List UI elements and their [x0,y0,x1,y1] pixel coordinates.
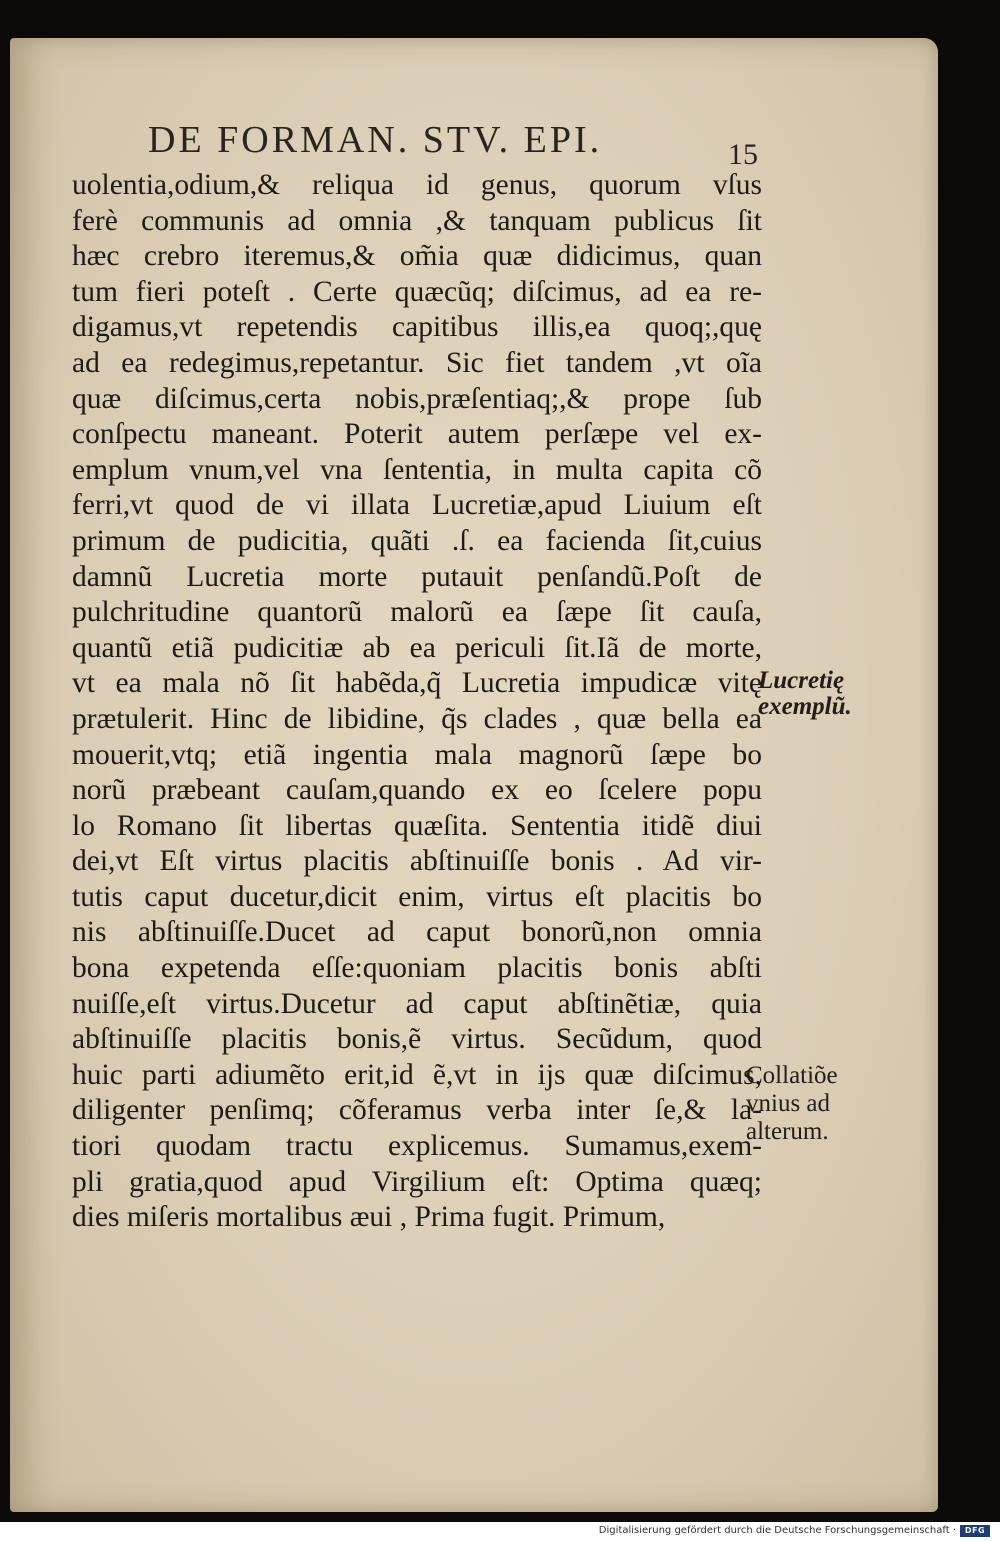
text-line: huic parti adiumẽto erit,id ẽ,vt in ijs quæ diſcimus, [72,1058,762,1091]
text-line: bona expetenda eſſe:quoniam placitis bonis abſti [72,952,762,985]
marginal-note-line: Lucretię [758,667,845,694]
text-line: prætulerit. Hinc de libidine, q̃s clades , quæ bella ea [72,702,762,735]
text-line: quæ diſcimus,certa nobis,præſentiaq;,& prope ſub [72,382,762,415]
text-line: quantũ etiã pudicitiæ ab ea periculi ſit.Iã de morte, [72,631,762,664]
marginal-note-line: exemplũ. [758,693,852,720]
text-line: tum fieri poteſt . Certe quæcũq; diſcimus, ad ea re- [72,275,762,308]
text-line: mouerit,vtq; etiã ingentia mala magnorũ ſæpe bo [72,738,762,771]
text-line: diligenter penſimq; cõferamus verba inter ſe,& la- [72,1094,762,1127]
text-line: tiori quodam tractu explicemus. Sumamus,exem- [72,1130,762,1163]
marginal-note-line: Collatiõe [746,1062,838,1089]
text-line: hæc crebro iteremus,& om̃ia quæ didicimus, quan [72,240,762,273]
marginal-note [746,1062,838,1146]
text-line: nis abſtinuiſſe.Ducet ad caput bonorũ,non omnia [72,916,762,949]
text-line: uolentia,odium,& reliqua id genus, quorum vſus [72,169,762,201]
marginal-note-line: vnius ad [746,1090,831,1117]
text-line: digamus,vt repetendis capitibus illis,ea quoq;,quę [72,311,762,344]
text-line: pli gratia,quod apud Virgilium eſt: Optima quæq; [72,1165,762,1198]
text-line: emplum vnum,vel vna ſententia, in multa capita cõ [72,453,762,486]
text-line: dies miſeris mortalibus æui , Prima fugit. Primum, [72,1201,666,1234]
text-line: vt ea mala nõ ſit habẽda,q̃ Lucretia impudicæ vitę [72,667,762,700]
running-head: DE FORMAN. STV. EPI. [148,119,603,161]
funding-credit: Digitalisierung gefördert durch die Deutsche Forschungsgemeinschaft · [598,1525,956,1536]
marginal-note [758,668,852,720]
dfg-logo: DFG [960,1525,990,1537]
text-line: ad ea redegimus,repetantur. Sic fiet tandem ,vt oĩa [72,346,762,379]
text-line: nuiſſe,eſt virtus.Ducetur ad caput abſtinẽtiæ, quia [72,987,762,1020]
text-line: ferè communis ad omnia ,& tanquam publicus ſit [72,204,762,237]
marginal-note-line: alterum. [746,1118,829,1145]
text-line: abſtinuiſſe placitis bonis,ẽ virtus. Secũdum, quod [72,1023,762,1056]
text-line: lo Romano ſit libertas quæſita. Sententia itidẽ diui [72,809,762,842]
page-number: 15 [728,138,758,171]
text-line: norũ præbeant cauſam,quando ex eo ſcelere popu [72,774,762,807]
text-line: primum de pudicitia, quãti .ſ. ea facienda ſit,cuius [72,524,762,557]
text-line: tutis caput ducetur,dicit enim, virtus eſt placitis bo [72,880,762,913]
text-line: dei,vt Eſt virtus placitis abſtinuiſſe bonis . Ad vir- [72,845,762,878]
text-line: ferri,vt quod de vi illata Lucretiæ,apud Liuium eſt [72,489,762,522]
text-line: conſpectu maneant. Poterit autem perſæpe vel ex- [72,418,762,451]
text-line: pulchritudine quantorũ malorũ ea ſæpe ſit cauſa, [72,596,762,629]
text-line: damnũ Lucretia morte putauit penſandũ.Poſt de [72,560,762,593]
body-text [72,168,762,1236]
